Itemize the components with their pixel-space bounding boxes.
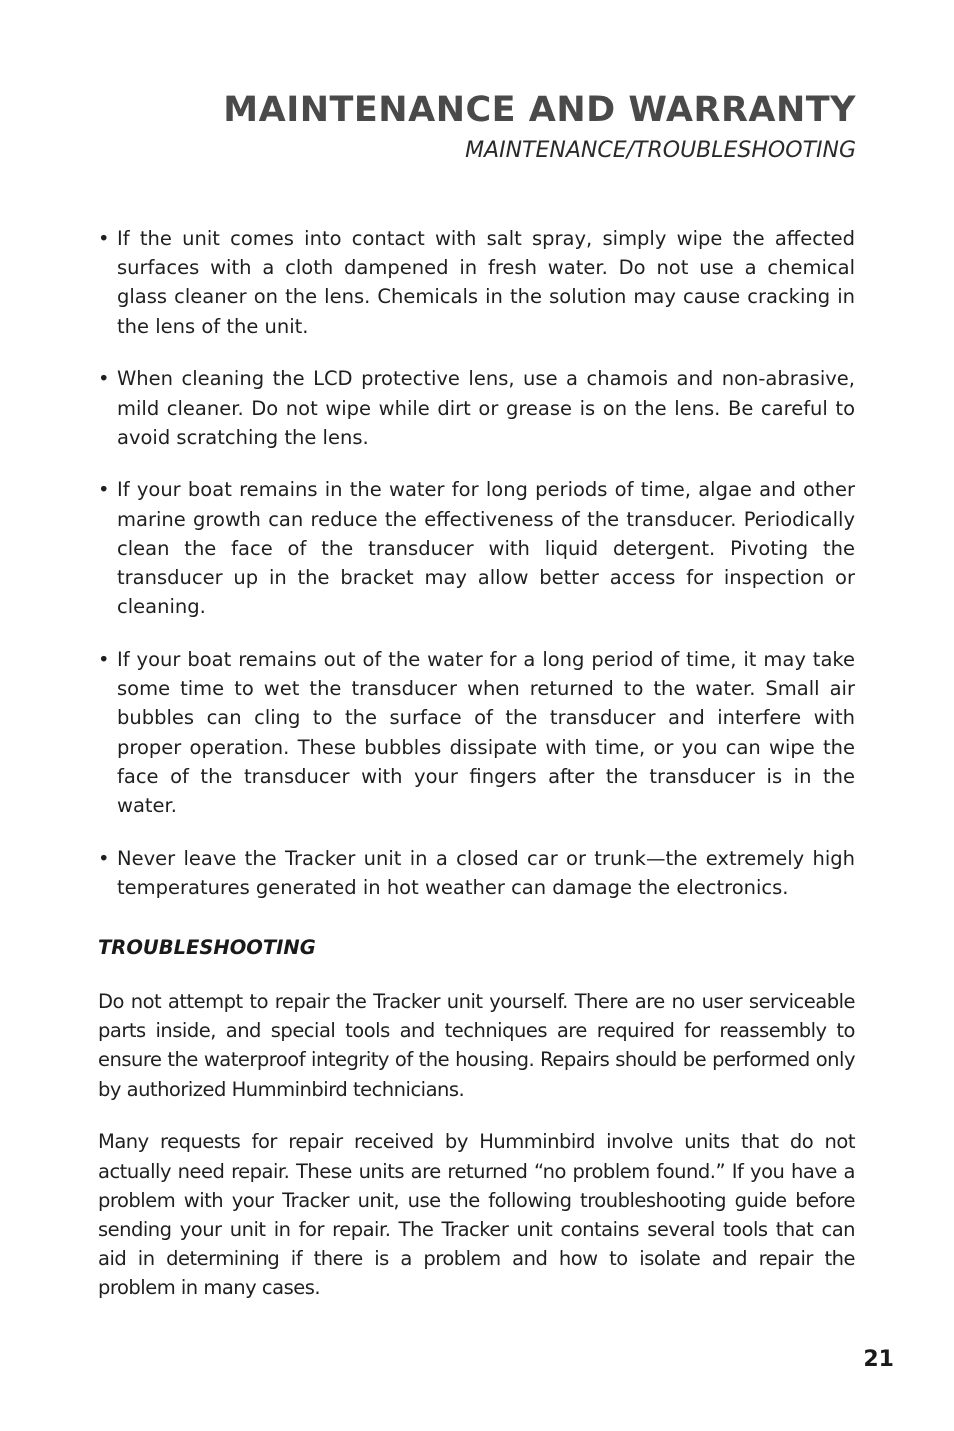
- bullet-item: [98, 364, 855, 452]
- troubleshooting-paragraph: Do not attempt to repair the Tracker unit yourself. There are no user serviceable parts inside, and special tools and techniques are required for reassembly to ensure the waterproof integrity of the housing. Repairs should be performed only by authorized Humminbird technicians.: [98, 990, 855, 1101]
- bullet-marker: •: [98, 367, 110, 391]
- bullet-item: [98, 475, 855, 621]
- bullet-text: If your boat remains in the water for long periods of time, algae and other marine growth can reduce the effectiveness of the transducer. Periodically clean the face of the transducer with liquid detergent. Pivoting the transducer up in the bracket may allow better access for inspection or cleaning.: [117, 478, 855, 619]
- section-heading-troubleshooting: TROUBLESHOOTING: [98, 936, 316, 960]
- bullet-item: [98, 224, 855, 341]
- page-content: [98, 224, 855, 1326]
- bullet-marker: •: [98, 647, 110, 671]
- page-title: MAINTENANCE AND WARRANTY: [223, 90, 856, 130]
- bullet-text: If the unit comes into contact with salt spray, simply wipe the affected surfaces with a cloth dampened in fresh water. Do not use a chemical glass cleaner on the lens. Chemicals in the solution may cause cracking in the lens of the unit.: [117, 227, 855, 338]
- bullet-text: Never leave the Tracker unit in a closed car or trunk—the extremely high temperatures generated in hot weather can damage the electronics.: [117, 846, 855, 899]
- bullet-marker: •: [98, 478, 110, 502]
- page-number: 21: [863, 1347, 894, 1372]
- bullet-item: [98, 645, 855, 820]
- bullet-marker: •: [98, 846, 110, 870]
- page-subtitle: MAINTENANCE/TROUBLESHOOTING: [465, 138, 856, 163]
- bullet-text: When cleaning the LCD protective lens, use a chamois and non-abrasive, mild cleaner. Do not wipe while dirt or grease is on the lens. Be careful to avoid scratching the lens.: [117, 367, 855, 449]
- bullet-item: [98, 844, 855, 902]
- troubleshooting-paragraph: Many requests for repair received by Humminbird involve units that do not actually need repair. These units are returned “no problem found.” If you have a problem with your Tracker unit, use the following troubleshooting guide before sending your unit in for repair. The Tracker unit contains several tools that can aid in determining if there is a problem and how to isolate and repair the problem in many cases.: [98, 1130, 855, 1300]
- bullet-text: If your boat remains out of the water for a long period of time, it may take some time to wet the transducer when returned to the water. Small air bubbles can cling to the surface of the transducer and interfere with proper operation. These bubbles dissipate with time, or you can wipe the face of the transducer with your fingers after the transducer is in the water.: [117, 647, 855, 817]
- bullet-marker: •: [98, 227, 110, 250]
